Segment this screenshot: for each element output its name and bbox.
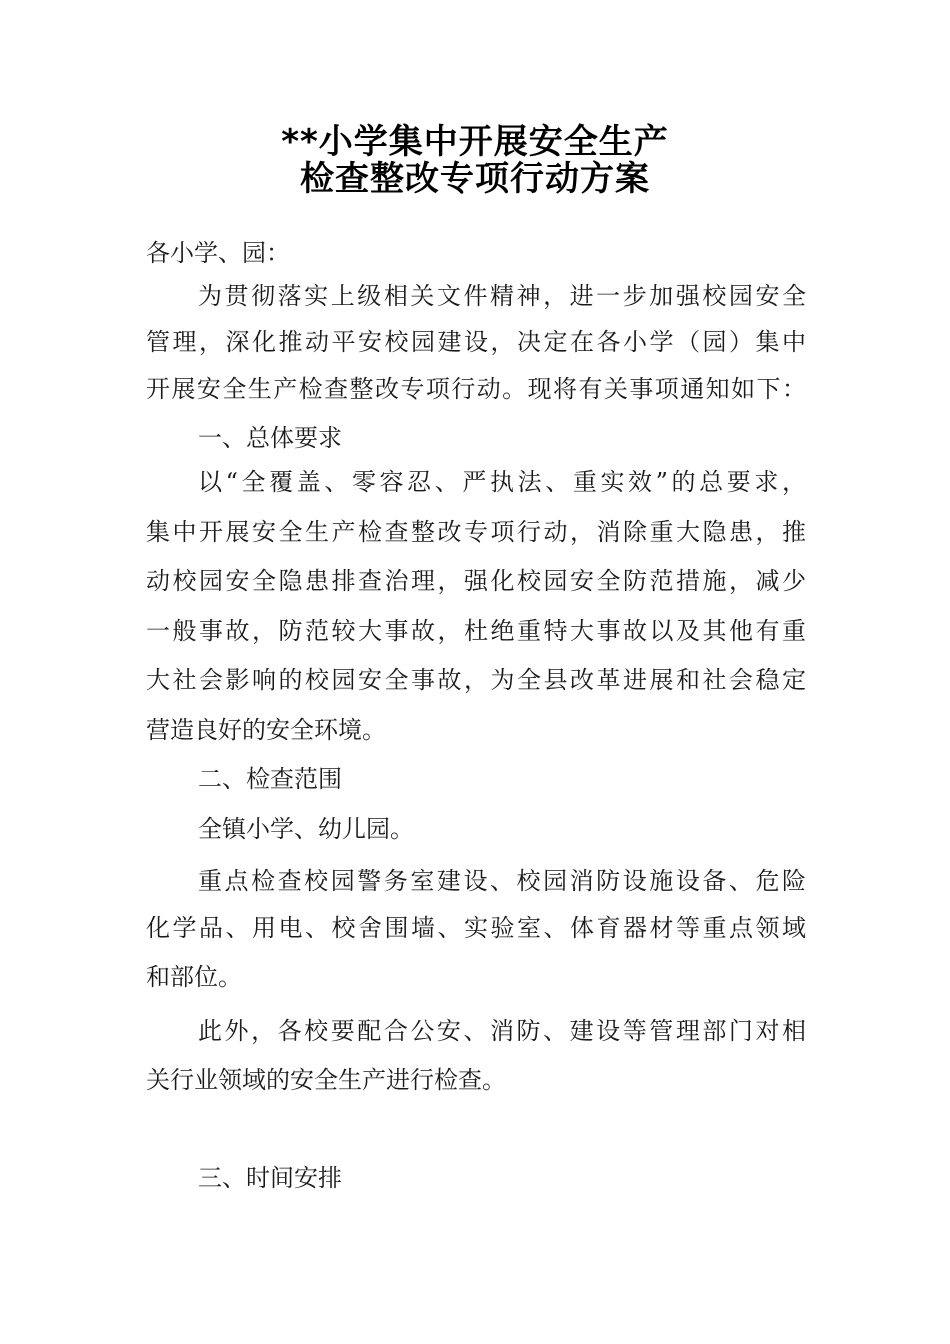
section-1-line-6: 营造良好的安全环境。 (146, 716, 386, 744)
document-body (146, 0, 810, 1344)
document-title-line-1: **小学集中开展安全生产 (281, 122, 669, 162)
section-2-extra-line-2: 关行业领域的安全生产进行检查。 (146, 1066, 506, 1094)
section-2-extra-line-1: 此外，各校要配合公安、消防、建设等管理部门对相 (198, 1017, 806, 1045)
intro-line-1: 为贯彻落实上级相关文件精神，进一步加强校园安全 (198, 282, 806, 310)
section-1-line-4: 一般事故，防范较大事故，杜绝重特大事故以及其他有重 (146, 617, 806, 645)
document-title-line-2: 检查整改专项行动方案 (300, 159, 650, 199)
section-3-heading: 三、时间安排 (198, 1164, 342, 1192)
section-2-scope: 全镇小学、幼儿园。 (198, 815, 414, 843)
section-2-focus-line-1: 重点检查校园警务室建设、校园消防设施设备、危险 (198, 867, 806, 895)
intro-line-3: 开展安全生产检查整改专项行动。现将有关事项通知如下： (146, 375, 806, 403)
intro-line-2: 管理，深化推动平安校园建设，决定在各小学（园）集中 (146, 328, 806, 356)
section-2-heading: 二、检查范围 (198, 765, 342, 793)
section-2-focus-line-3: 和部位。 (146, 963, 242, 991)
section-1-line-2: 集中开展安全生产检查整改专项行动，消除重大隐患，推 (146, 518, 806, 546)
section-1-line-5: 大社会影响的校园安全事故，为全县改革进展和社会稳定 (146, 666, 806, 694)
section-1-line-3: 动校园安全隐患排查治理，强化校园安全防范措施，减少 (146, 567, 806, 595)
section-2-focus-line-2: 化学品、用电、校舍围墙、实验室、体育器材等重点领域 (146, 914, 806, 942)
salutation: 各小学、园： (146, 239, 290, 267)
section-1-heading: 一、总体要求 (198, 424, 342, 452)
section-1-line-1: 以“全覆盖、零容忍、严执法、重实效”的总要求， (198, 468, 806, 496)
